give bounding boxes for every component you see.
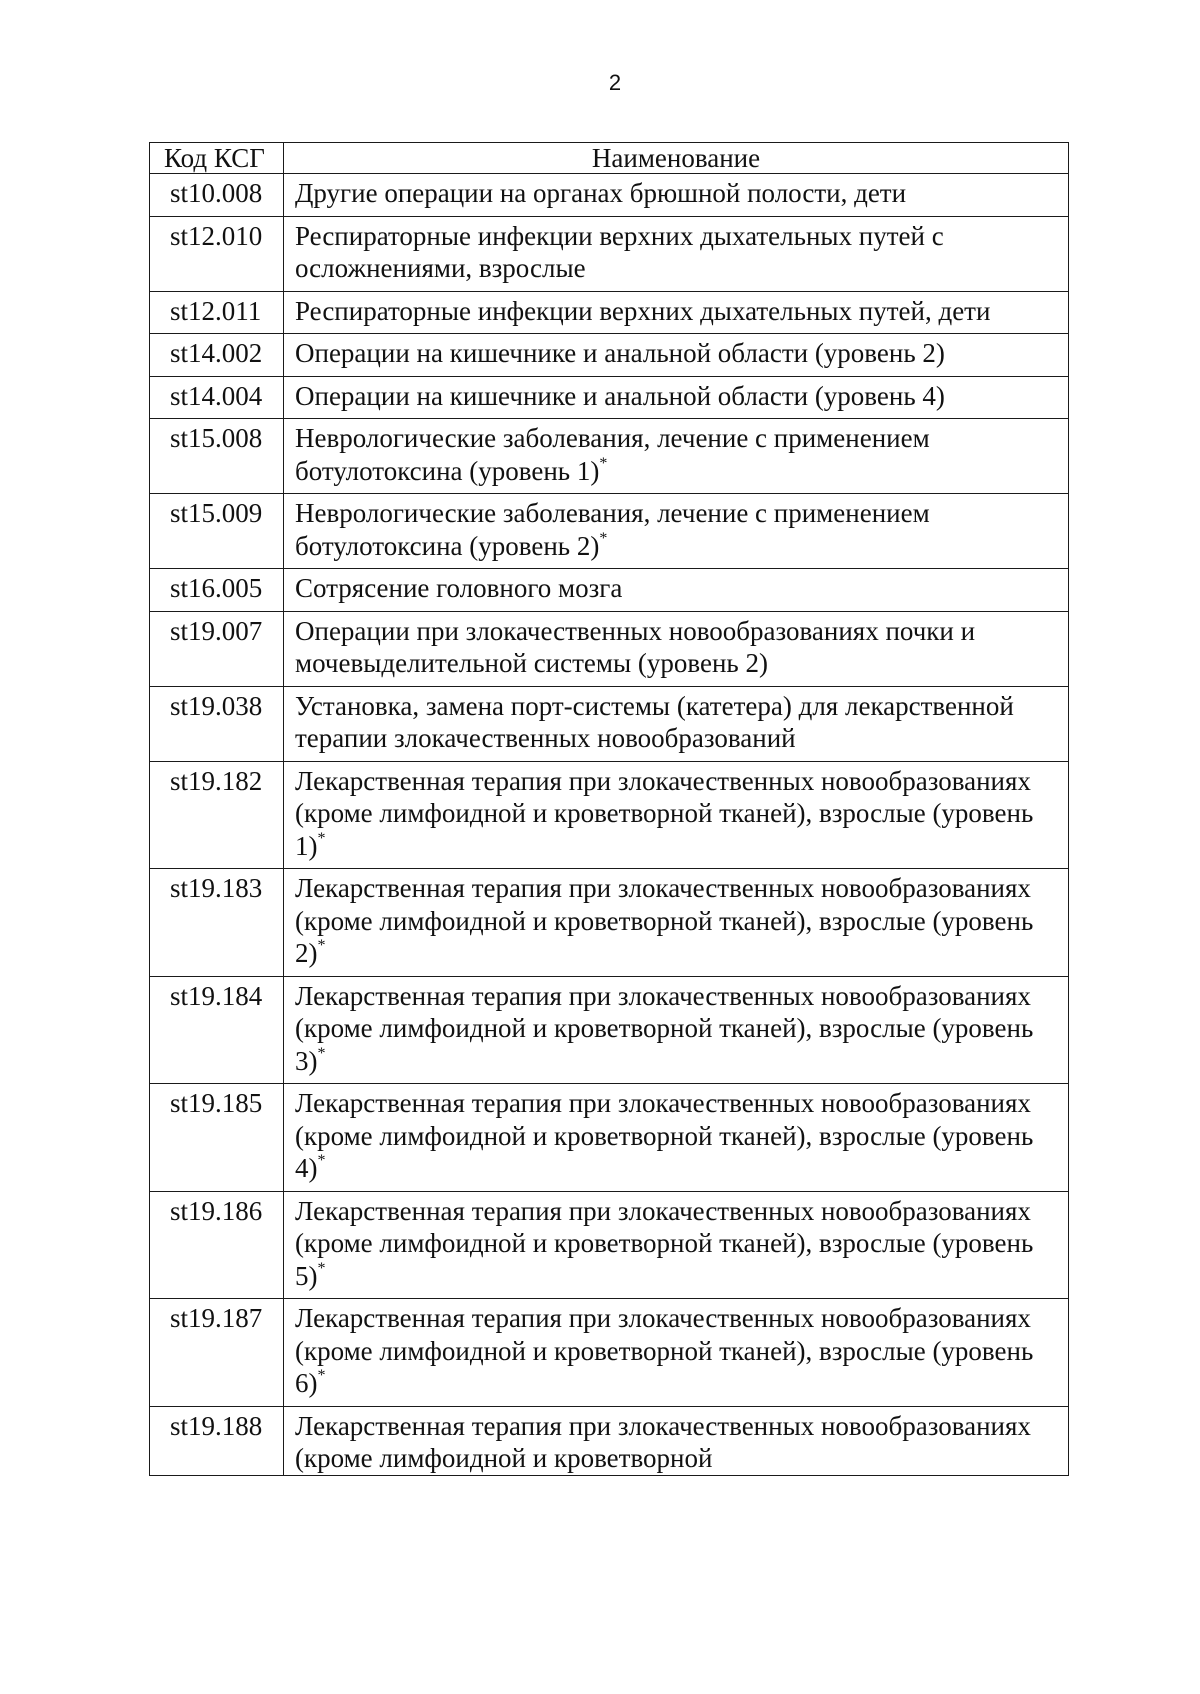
ksg-table (149, 142, 1069, 1476)
ksg-code-cell: st14.004 (150, 376, 284, 419)
ksg-name-text: Операции на кишечнике и анальной области (уровень 2) (295, 338, 945, 368)
ksg-name-cell (284, 419, 1069, 494)
footnote-marker: * (317, 937, 326, 954)
ksg-code-cell: st19.188 (150, 1406, 284, 1475)
footnote-marker: * (317, 829, 326, 847)
table-row (150, 174, 1069, 217)
ksg-name-text: Сотрясение головного мозга (295, 573, 623, 603)
table-body (150, 174, 1069, 1476)
ksg-name-cell (284, 686, 1069, 761)
column-header-name: Наименование (284, 143, 1069, 174)
ksg-code-cell: st15.009 (150, 494, 284, 569)
ksg-name-text: Лекарственная терапия при злокачественных новообразованиях (кроме лимфоидной и кроветворной тканей), взрослые (уровень 5) (295, 1195, 1034, 1291)
ksg-name-text: Лекарственная терапия при злокачественных новообразованиях (кроме лимфоидной и кроветворной тканей), взрослые (уровень 3) (295, 980, 1034, 1076)
footnote-marker: * (599, 529, 608, 547)
ksg-name-text: Респираторные инфекции верхних дыхательных путей с осложнениями, взрослые (295, 220, 944, 283)
ksg-code-cell: st19.186 (150, 1191, 284, 1299)
ksg-name-cell (284, 1406, 1069, 1475)
ksg-name-text: Другие операции на органах брюшной полости, дети (295, 178, 907, 208)
ksg-name-cell (284, 376, 1069, 419)
ksg-name-cell (284, 569, 1069, 612)
table-row (150, 611, 1069, 686)
table-row (150, 1191, 1069, 1299)
table-row (150, 291, 1069, 334)
header-row (150, 143, 1069, 174)
table-row (150, 686, 1069, 761)
ksg-name-cell (284, 291, 1069, 334)
column-header-code: Код КСГ (150, 143, 284, 174)
ksg-code-cell: st12.011 (150, 291, 284, 334)
ksg-name-text: Лекарственная терапия при злокачественных новообразованиях (кроме лимфоидной и кроветворной тканей), взрослые (уровень 1) (295, 765, 1034, 861)
ksg-name-cell (284, 1084, 1069, 1192)
ksg-code-cell: st19.184 (150, 976, 284, 1084)
table-row (150, 869, 1069, 977)
table-row (150, 1299, 1069, 1407)
ksg-name-cell (284, 216, 1069, 291)
ksg-name-text: Лекарственная терапия при злокачественных новообразованиях (кроме лимфоидной и кроветворной тканей), взрослые (уровень 6) (295, 1303, 1034, 1398)
ksg-name-cell (284, 611, 1069, 686)
ksg-code-cell: st19.182 (150, 761, 284, 869)
ksg-code-cell: st19.185 (150, 1084, 284, 1192)
footnote-marker: * (599, 454, 608, 472)
ksg-code-cell: st15.008 (150, 419, 284, 494)
ksg-name-text: Лекарственная терапия при злокачественных новообразованиях (кроме лимфоидной и кроветворной (295, 1410, 1031, 1473)
ksg-code-cell: st19.183 (150, 869, 284, 977)
ksg-name-text: Респираторные инфекции верхних дыхательных путей, дети (295, 295, 991, 326)
ksg-code-cell: st19.187 (150, 1299, 284, 1407)
ksg-name-text: Операции при злокачественных новообразованиях почки и мочевыделительной системы (уровень 2) (295, 615, 976, 678)
ksg-name-cell (284, 1299, 1069, 1407)
footnote-marker: * (317, 1152, 326, 1169)
page-number: 2 (608, 70, 622, 95)
ksg-name-cell (284, 334, 1069, 377)
ksg-name-text: Установка, замена порт-системы (катетера) для лекарственной терапии злокачественных новообразований (295, 690, 1014, 753)
table-row (150, 494, 1069, 569)
footnote-marker: * (317, 1044, 326, 1062)
table-row (150, 376, 1069, 419)
ksg-name-text: Лекарственная терапия при злокачественных новообразованиях (кроме лимфоидной и кроветворной тканей), взрослые (уровень 2) (295, 873, 1034, 968)
ksg-name-text: Лекарственная терапия при злокачественных новообразованиях (кроме лимфоидной и кроветворной тканей), взрослые (уровень 4) (295, 1088, 1034, 1183)
ksg-code-cell: st12.010 (150, 216, 284, 291)
ksg-name-cell (284, 1191, 1069, 1299)
ksg-name-cell (284, 761, 1069, 869)
ksg-name-cell (284, 976, 1069, 1084)
ksg-code-cell: st19.007 (150, 611, 284, 686)
table-header (150, 143, 1069, 174)
table-row (150, 1084, 1069, 1192)
ksg-name-cell (284, 869, 1069, 977)
table-row (150, 1406, 1069, 1475)
ksg-name-cell (284, 174, 1069, 217)
table-row (150, 216, 1069, 291)
table-row (150, 334, 1069, 377)
table-row (150, 976, 1069, 1084)
table-row (150, 569, 1069, 612)
ksg-code-cell: st16.005 (150, 569, 284, 612)
ksg-name-text: Неврологические заболевания, лечение с применением ботулотоксина (уровень 1) (295, 423, 930, 486)
ksg-code-cell: st19.038 (150, 686, 284, 761)
ksg-name-cell (284, 494, 1069, 569)
ksg-code-cell: st14.002 (150, 334, 284, 377)
table-row (150, 761, 1069, 869)
table-row (150, 419, 1069, 494)
footnote-marker: * (317, 1259, 326, 1277)
ksg-name-text: Операции на кишечнике и анальной области (уровень 4) (295, 380, 945, 411)
ksg-name-text: Неврологические заболевания, лечение с применением ботулотоксина (уровень 2) (295, 498, 930, 561)
ksg-code-cell: st10.008 (150, 174, 284, 217)
footnote-marker: * (317, 1367, 326, 1384)
